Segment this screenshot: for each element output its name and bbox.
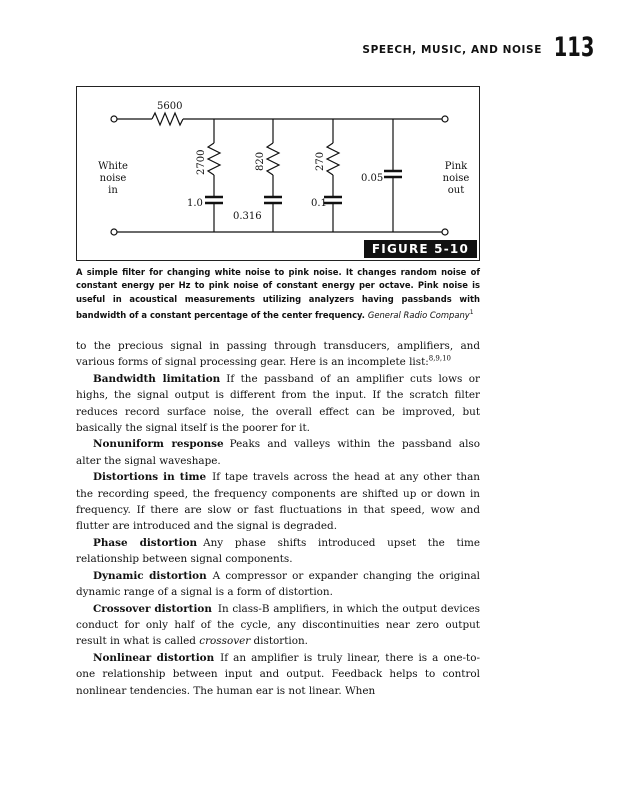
list-item-bandwidth — [76, 371, 480, 437]
list-item-nonlinear — [76, 650, 480, 699]
text-time: If tape travels across the head at any other than the recording speed, the frequency components are shifted up or down in frequency. If there are slow or fast fluctuations in that speed, wow and flutter are introduced and the signal is degraded. — [76, 471, 480, 533]
caption-text: A simple filter for changing white noise to pink noise. It changes random noise of constant energy per Hz to pink noise of constant energy per octave. Pink noise is useful in acoustical measurements utilizing analyzers having passbands with bandwidth of a constant percentage of the center frequency. — [76, 267, 480, 321]
caption-credit: General Radio Company — [367, 310, 470, 321]
output-label-line-3: out — [447, 185, 465, 196]
input-label-line-1: White — [98, 161, 128, 172]
resistor-270-label: 270 — [315, 151, 326, 171]
circuit-diagram — [77, 87, 481, 262]
circuit-figure — [76, 86, 480, 261]
figure-caption — [76, 266, 480, 322]
resistor-820-label: 820 — [255, 151, 266, 171]
output-label-line-2: noise — [442, 173, 470, 184]
term-time: Distortions in time — [93, 471, 207, 484]
caption-reference: 1 — [469, 309, 474, 317]
capacitor-4-label: 0.05 — [361, 173, 384, 184]
text-phase: Any phase shifts introduced upset the time relationship between signal components. — [76, 536, 481, 566]
text-crossover-emphasis: crossover — [199, 635, 251, 648]
body-text — [76, 338, 480, 699]
intro-paragraph — [76, 338, 480, 371]
input-label-line-2: noise — [99, 173, 127, 184]
intro-text: to the precious signal in passing through transducers, amplifiers, and various forms of signal processing gear. Here is an incomplete list: — [76, 340, 480, 369]
text-bandwidth: If the passband of an amplifier cuts lows or highs, the signal output is different from the input. If the scratch filter reduces record surface noise, the overall effect can be improved, but basically the signal itself is the poorer for it. — [76, 372, 480, 435]
capacitor-3-label: 0.1 — [311, 198, 327, 209]
text-dynamic: A compressor or expander changing the original dynamic range of a signal is a form of distortion. — [76, 569, 480, 599]
list-item-phase — [76, 535, 480, 568]
output-label-line-1: Pink — [444, 161, 468, 172]
capacitor-1-label: 1.0 — [187, 198, 203, 209]
list-item-time — [76, 469, 480, 535]
text-nonlinear: If an amplifier is truly linear, there is a one-to-one relationship between input and output. Feedback helps to control nonlinear tendencies. The human ear is not linear. When — [76, 651, 480, 697]
capacitor-2-label: 0.316 — [233, 211, 262, 222]
term-phase: Phase distortion — [93, 536, 198, 549]
list-item-nonuniform — [76, 436, 480, 469]
resistor-2700-label: 2700 — [196, 149, 207, 175]
list-item-dynamic — [76, 568, 480, 601]
figure-label: FIGURE 5-10 — [364, 240, 477, 258]
term-nonuniform: Nonuniform response — [93, 438, 224, 451]
running-head: SPEECH, MUSIC, AND NOISE — [362, 44, 542, 56]
resistor-5600-label: 5600 — [157, 101, 183, 112]
term-nonlinear: Nonlinear distortion — [93, 651, 215, 664]
page-number: 113 — [553, 32, 594, 63]
intro-references: 8,9,10 — [428, 354, 452, 363]
term-crossover: Crossover distortion — [93, 602, 212, 615]
term-dynamic: Dynamic distortion — [93, 569, 207, 582]
text-crossover-after: distortion. — [253, 635, 308, 648]
text-crossover-before: In class-B amplifiers, in which the output devices conduct for only half of the cycle, any discontinuities near zero output result in what is called — [76, 602, 481, 648]
list-item-crossover — [76, 601, 480, 650]
text-nonuniform: Peaks and valleys within the passband also alter the signal waveshape. — [76, 438, 481, 467]
input-label-line-3: in — [108, 185, 118, 196]
page-header — [362, 32, 594, 68]
term-bandwidth: Bandwidth limitation — [93, 372, 221, 385]
